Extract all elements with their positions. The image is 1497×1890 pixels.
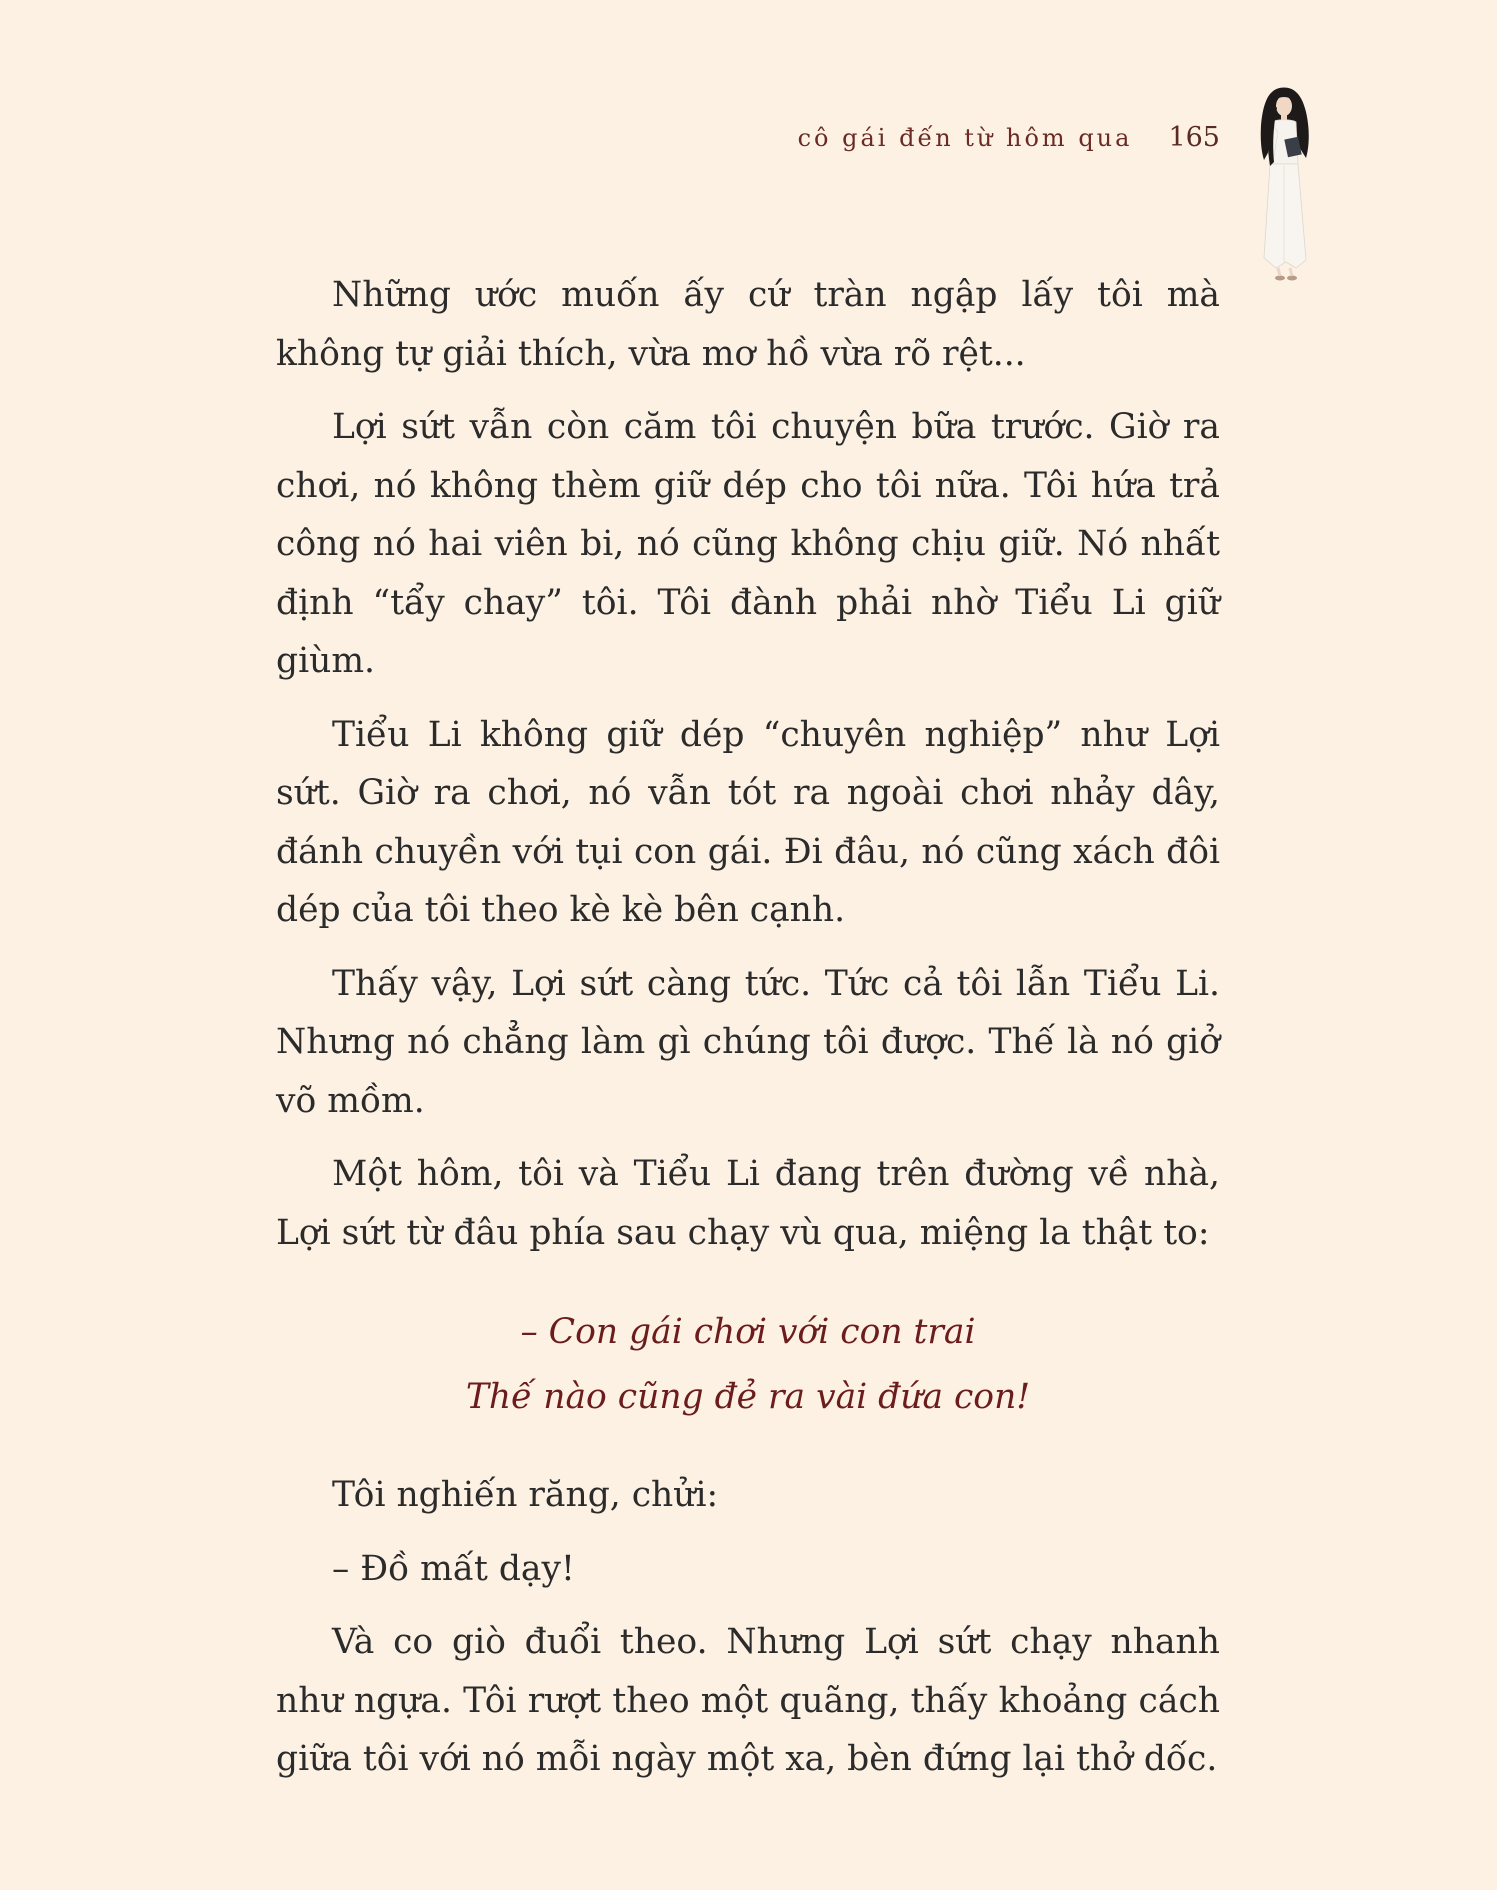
paragraph: Thấy vậy, Lợi sứt càng tức. Tức cả tôi lẫn Tiểu Li. Nhưng nó chẳng làm gì chúng tôi được. Thế là nó giở võ mồm. (276, 963, 1220, 1121)
girl-in-ao-dai-illustration (1250, 82, 1320, 292)
dialogue-line: – Đồ mất dạy! (332, 1548, 575, 1589)
paragraph: Tôi nghiến răng, chửi: (332, 1475, 719, 1515)
paragraph: Lợi sứt vẫn còn căm tôi chuyện bữa trước. Giờ ra chơi, nó không thèm giữ dép cho tôi nữa. Tôi hứa trả công nó hai viên bi, nó cũng không chịu giữ. Nó nhất định “tẩy chay” tôi. Tôi đành phải nhờ Tiểu Li giữ giùm. (276, 407, 1220, 681)
page-number: 165 (1168, 122, 1220, 153)
verse-line: – Con gái chơi với con trai (520, 1312, 976, 1352)
paragraph: Một hôm, tôi và Tiểu Li đang trên đường về nhà, Lợi sứt từ đâu phía sau chạy vù qua, miệng la thật to: (276, 1154, 1220, 1253)
paragraph: Những ước muốn ấy cứ tràn ngập lấy tôi mà không tự giải thích, vừa mơ hồ vừa rõ rệt... (276, 275, 1220, 374)
book-title: cô gái đến từ hôm qua (797, 124, 1133, 152)
paragraph: Và co giò đuổi theo. Nhưng Lợi sứt chạy nhanh như ngựa. Tôi rượt theo một quãng, thấy khoảng cách giữa tôi với nó mỗi ngày một xa, bèn đứng lại thở dốc. (276, 1622, 1220, 1779)
taunt-verse (276, 1300, 1220, 1430)
chapter-body (276, 266, 1220, 1804)
verse-line: Thế nào cũng đẻ ra vài đứa con! (465, 1377, 1031, 1417)
paragraph: Tiểu Li không giữ dép “chuyên nghiệp” như Lợi sứt. Giờ ra chơi, nó vẫn tót ra ngoài chơi nhảy dây, đánh chuyền với tụi con gái. Đi đâu, nó cũng xách đôi dép của tôi theo kè kè bên cạnh. (276, 714, 1220, 930)
running-header (760, 122, 1220, 153)
